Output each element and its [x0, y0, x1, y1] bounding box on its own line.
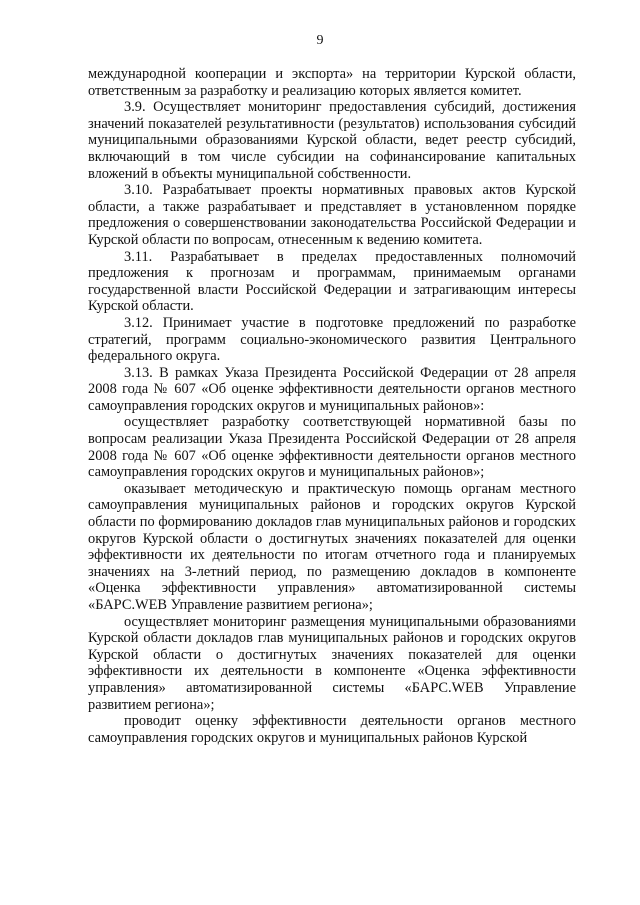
- paragraph-3-9: 3.9. Осуществляет мониторинг предоставления субсидий, достижения значений показателей результативности (результатов) использования субсидий муниципальными образованиями Курской области, ведет реестр субсидий, включающий в том числе субсидии на софинансирование капитальных вложений в объекты муниципальной собственности.: [88, 99, 576, 182]
- paragraph-3-12: 3.12. Принимает участие в подготовке предложений по разработке стратегий, программ социально-экономического развития Центрального федерального округа.: [88, 314, 576, 365]
- paragraph-3-13-item-4: проводит оценку эффективности деятельности органов местного самоуправления городских округов и муниципальных районов Курской: [88, 713, 576, 746]
- paragraph-continuation: международной кооперации и экспорта» на территории Курской области, ответственным за разработку и реализацию которых является комитет.: [88, 66, 576, 99]
- paragraph-3-13-item-3: осуществляет мониторинг размещения муниципальными образованиями Курской области докладов глав муниципальных районов и городских округов Курской области о достигнутых значениях показателей для оценки эффективности их деятельности в компоненте «Оценка эффективности управления» автоматизированной системы «БАРС.WEB Управление развитием региона»;: [88, 613, 576, 713]
- paragraph-3-11: 3.11. Разрабатывает в пределах предоставленных полномочий предложения к прогнозам и программам, принимаемым органами государственной власти Российской Федерации и затрагивающим интересы Курской области.: [88, 248, 576, 315]
- page-number: 9: [316, 33, 324, 48]
- paragraph-3-13-item-2: оказывает методическую и практическую помощь органам местного самоуправления муниципальных районов и городских округов Курской области по формированию докладов глав муниципальных районов и городских округов Курской области о достигнутых значениях показателей для оценки эффективности их деятельности по итогам отчетного года и планируемых значениях на 3-летний период, по размещению докладов в компоненте «Оценка эффективности управления» автоматизированной системы «БАРС.WEB Управление развитием региона»;: [88, 480, 576, 613]
- paragraph-3-13: 3.13. В рамках Указа Президента Российской Федерации от 28 апреля 2008 года № 607 «Об оценке эффективности деятельности органов местного самоуправления городских округов и муниципальных районов»:: [88, 364, 576, 414]
- paragraph-3-10: 3.10. Разрабатывает проекты нормативных правовых актов Курской области, а также разрабатывает и представляет в установленном порядке предложения о совершенствовании законодательства Российской Федерации и Курской области по вопросам, отнесенным к ведению комитета.: [88, 182, 576, 248]
- document-body: [88, 66, 576, 746]
- paragraph-3-13-item-1: осуществляет разработку соответствующей нормативной базы по вопросам реализации Указа Президента Российской Федерации от 28 апреля 2008 года № 607 «Об оценке эффективности деятельности органов местного самоуправления городских округов и муниципальных районов»;: [88, 414, 576, 481]
